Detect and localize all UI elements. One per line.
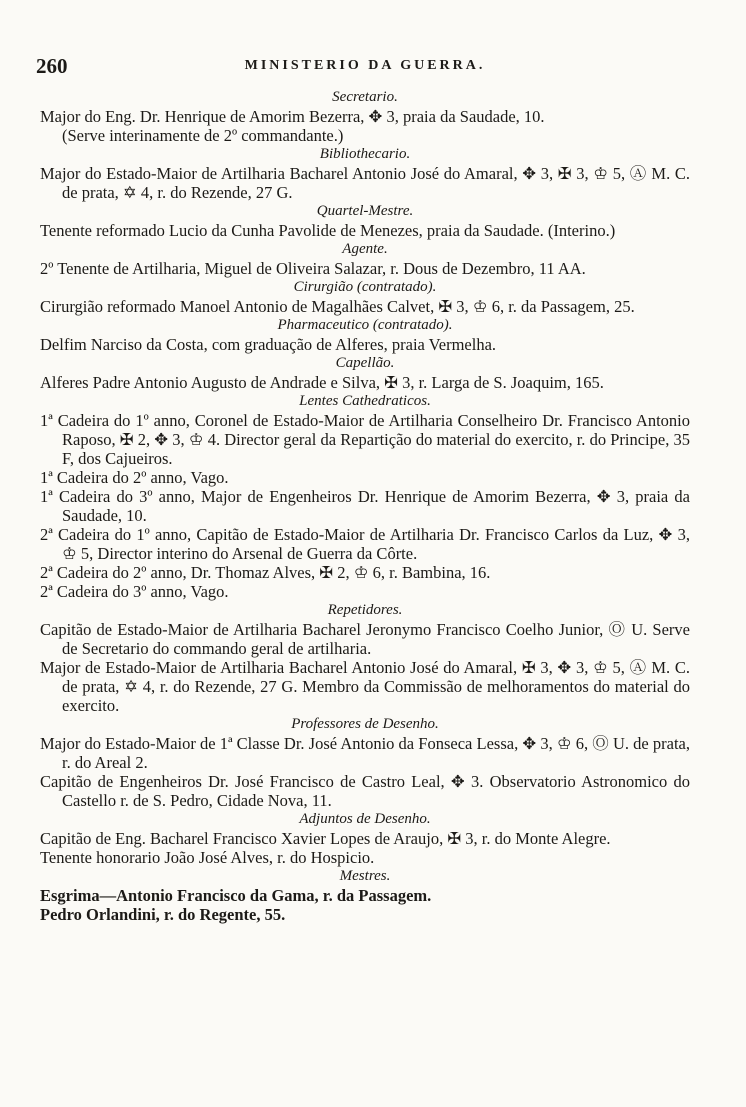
directory-entry: Delfim Narciso da Costa, com graduação de Alferes, praia Vermelha. [40,335,497,354]
section-title: Adjuntos de Desenho. [299,811,431,827]
directory-entry: Major de Estado-Maior de Artilharia Bacharel Antonio José do Amaral, ✠ 3, ✥ 3, ♔ 5, Ⓐ M. C. de prata, ✡ 4, r. do Rezende, 27 G. Membro da Commissão de melhoramentos do material do exercito. [40,658,690,715]
directory-entry: Pedro Orlandini, r. do Regente, 55. [40,905,286,924]
directory-entry: Esgrima—Antonio Francisco da Gama, r. da Passagem. [40,886,432,905]
section-title: Agente. [342,241,388,257]
section-title: Secretario. [332,89,398,105]
section-title: Professores de Desenho. [291,716,439,732]
page-header [36,52,690,88]
directory-entry: Tenente reformado Lucio da Cunha Pavolide de Menezes, praia da Saudade. (Interino.) [40,221,616,240]
directory-entry: 1ª Cadeira do 1º anno, Coronel de Estado-Maior de Artilharia Conselheiro Dr. Francisco Antonio Raposo, ✠ 2, ✥ 3, ♔ 4. Director geral da Repartição do material do exercito, r. do Principe, 35 F, dos Cajueiros. [40,411,690,468]
directory-entry: 2ª Cadeira do 2º anno, Dr. Thomaz Alves, ✠ 2, ♔ 6, r. Bambina, 16. [40,563,491,582]
page-content [40,88,690,924]
section-title: Capellão. [335,355,395,371]
directory-entry: 2ª Cadeira do 1º anno, Capitão de Estado-Maior de Artilharia Dr. Francisco Carlos da Luz, ✥ 3, ♔ 5, Director interino do Arsenal de Guerra da Côrte. [40,525,690,563]
section-title: Repetidores. [327,602,403,618]
directory-entry: 2º Tenente de Artilharia, Miguel de Oliveira Salazar, r. Dous de Dezembro, 11 AA. [40,259,586,278]
directory-entry: 1ª Cadeira do 2º anno, Vago. [40,468,229,487]
directory-entry: Major do Estado-Maior de 1ª Classe Dr. José Antonio da Fonseca Lessa, ✥ 3, ♔ 6, Ⓞ U. de prata, r. do Areal 2. [40,734,690,772]
section-title: Cirurgião (contratado). [293,279,437,295]
running-title: MINISTERIO DA GUERRA. [244,58,486,73]
section-title: Quartel-Mestre. [316,203,414,219]
directory-entry: 2ª Cadeira do 3º anno, Vago. [40,582,229,601]
directory-entry: Capitão de Eng. Bacharel Francisco Xavier Lopes de Araujo, ✠ 3, r. do Monte Alegre. [40,829,611,848]
directory-entry: Capitão de Estado-Maior de Artilharia Bacharel Jeronymo Francisco Coelho Junior, Ⓞ U. Serve de Secretario do commando geral de artilharia. [40,620,690,658]
section-title: Bibliothecario. [319,146,411,162]
directory-entry: 1ª Cadeira do 3º anno, Major de Engenheiros Dr. Henrique de Amorim Bezerra, ✥ 3, praia da Saudade, 10. [40,487,690,525]
page-number: 260 [36,54,68,78]
directory-entry: Capitão de Engenheiros Dr. José Francisco de Castro Leal, ✥ 3. Observatorio Astronomico do Castello r. de S. Pedro, Cidade Nova, 11. [40,772,690,810]
directory-entry: Major do Estado-Maior de Artilharia Bacharel Antonio José do Amaral, ✥ 3, ✠ 3, ♔ 5, Ⓐ M. C. de prata, ✡ 4, r. do Rezende, 27 G. [40,164,690,202]
section-title: Mestres. [339,868,391,884]
section-title: Lentes Cathedraticos. [299,393,431,409]
directory-entry: Major do Eng. Dr. Henrique de Amorim Bezerra, ✥ 3, praia da Saudade, 10. [40,107,545,126]
section-title: Pharmaceutico (contratado). [277,317,453,333]
directory-entry: Tenente honorario João José Alves, r. do Hospicio. [40,848,375,867]
entry-note: (Serve interinamente de 2º commandante.) [62,126,344,145]
directory-entry: Cirurgião reformado Manoel Antonio de Magalhães Calvet, ✠ 3, ♔ 6, r. da Passagem, 25. [40,297,635,316]
directory-entry: Alferes Padre Antonio Augusto de Andrade e Silva, ✠ 3, r. Larga de S. Joaquim, 165. [40,373,604,392]
